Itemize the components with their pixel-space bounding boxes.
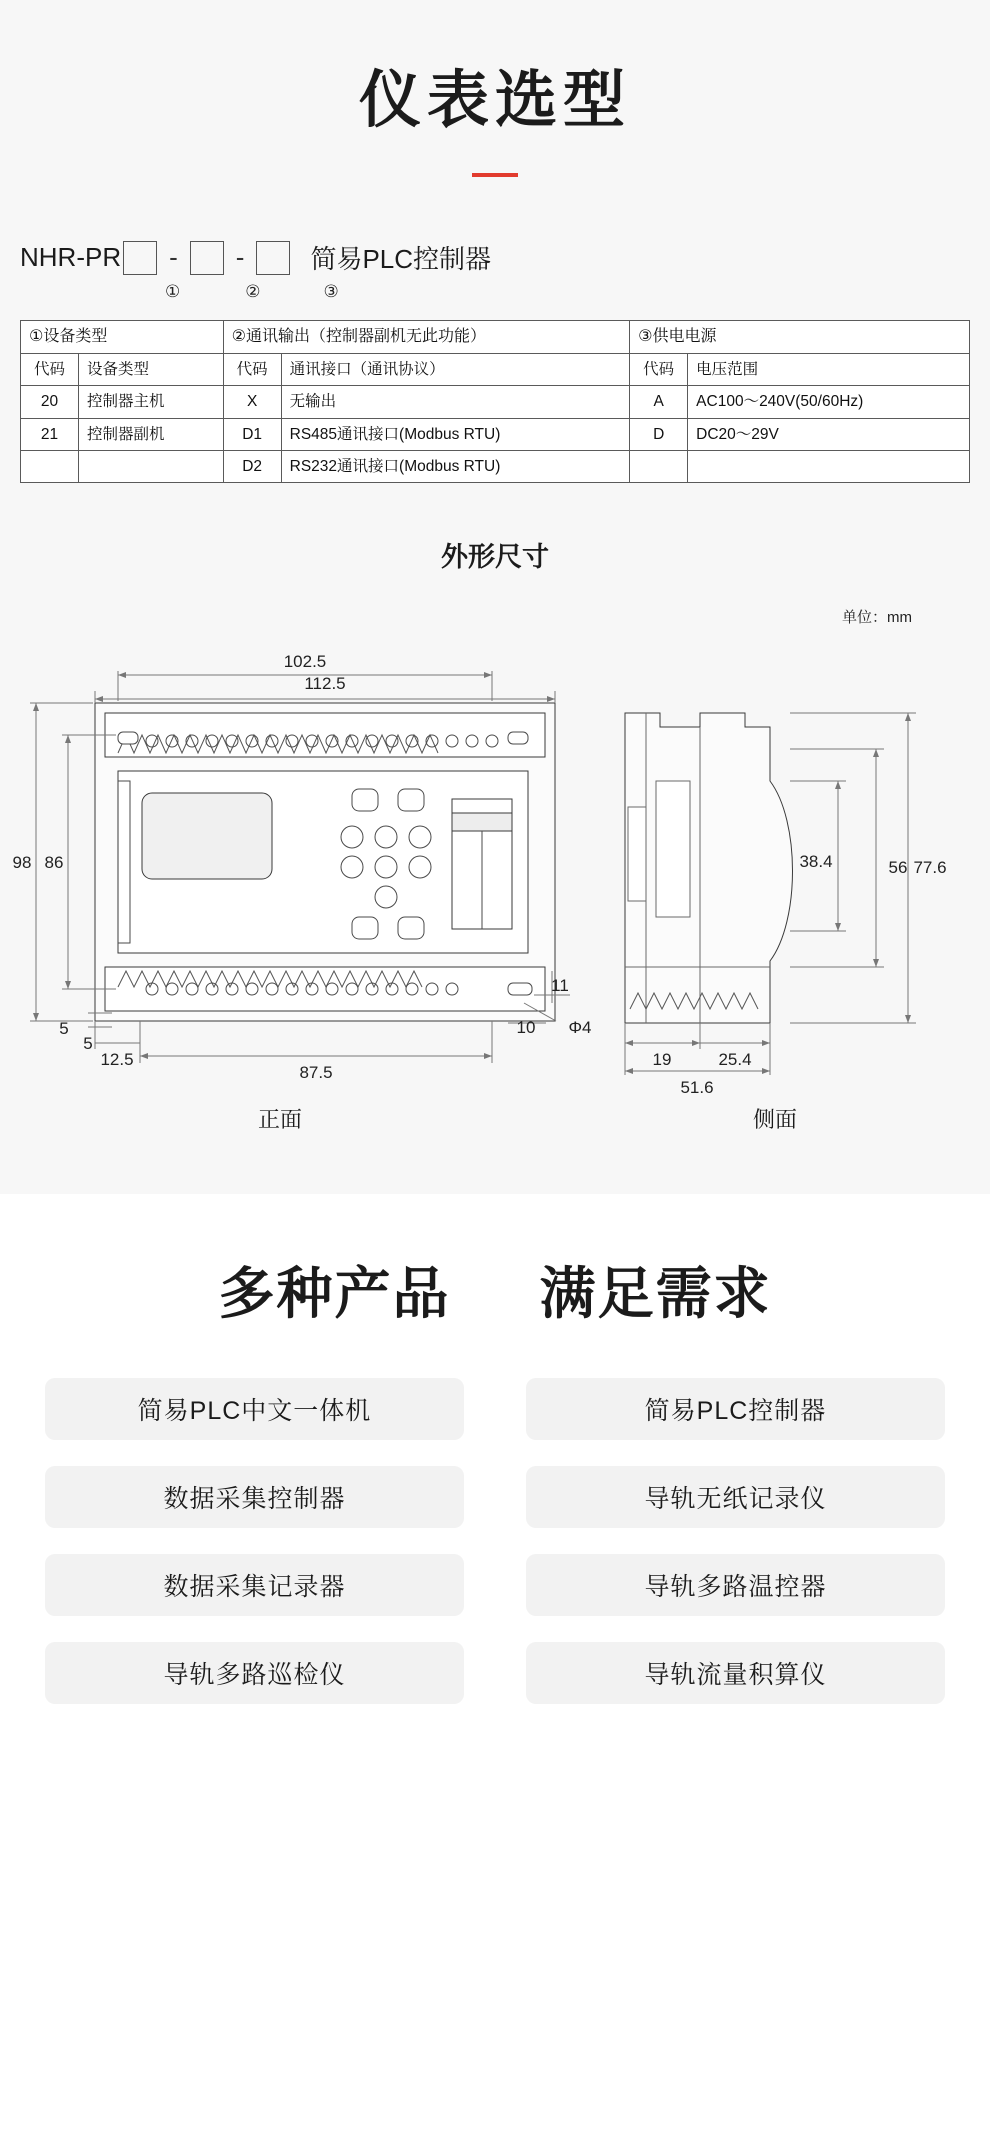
- product-item[interactable]: 数据采集控制器: [45, 1466, 464, 1528]
- group-header-2: ②通讯输出（控制器副机无此功能）: [223, 321, 630, 354]
- sub-header-code-1: 代码: [21, 354, 79, 386]
- dimension-drawings: [0, 631, 990, 1101]
- cell-code: D1: [223, 418, 281, 450]
- group-header-3: ③供电电源: [630, 321, 970, 354]
- caption-side: 侧面: [752, 1107, 797, 1132]
- sub-header-code-3: 代码: [630, 354, 688, 386]
- dim-label-51-6: 51.6: [680, 1078, 714, 1097]
- dim-label-5-a: 5: [83, 1034, 93, 1053]
- products-title: [0, 1250, 990, 1330]
- dim-label-phi4: Φ4: [568, 1018, 592, 1037]
- table-sub-header-row: [21, 354, 970, 386]
- product-item[interactable]: 导轨多路巡检仪: [45, 1642, 464, 1704]
- table-row: [21, 418, 970, 450]
- products-title-left: 多种产品: [218, 1262, 451, 1327]
- sub-header-value-2: 通讯接口（通讯协议）: [281, 354, 630, 386]
- caption-front: 正面: [257, 1107, 302, 1132]
- product-item[interactable]: 导轨流量积算仪: [526, 1642, 945, 1704]
- products-title-right: 满足需求: [539, 1262, 772, 1327]
- table-row: [21, 386, 970, 418]
- sub-header-value-3: 电压范围: [688, 354, 970, 386]
- dim-label-56: 56: [888, 858, 908, 877]
- cell-code: D: [630, 418, 688, 450]
- cell-value: [688, 450, 970, 482]
- dim-label-86: 86: [44, 853, 64, 872]
- model-dash-1: -: [169, 242, 178, 272]
- cell-value: [79, 450, 224, 482]
- cell-code: X: [223, 386, 281, 418]
- dim-label-98: 98: [12, 853, 32, 872]
- cell-value: RS232通讯接口(Modbus RTU): [281, 450, 630, 482]
- product-item[interactable]: 简易PLC控制器: [526, 1378, 945, 1440]
- dim-label-11: 11: [551, 976, 569, 995]
- cell-code: 21: [21, 418, 79, 450]
- table-row: [21, 450, 970, 482]
- drawing-captions: [0, 1103, 990, 1134]
- group-header-1: ①设备类型: [21, 321, 224, 354]
- table-group-header-row: [21, 321, 970, 354]
- cell-value: AC100～240V(50/60Hz): [688, 386, 970, 418]
- model-code-row: [0, 239, 990, 276]
- model-marker-1: ①: [165, 282, 181, 301]
- product-item[interactable]: 导轨无纸记录仪: [526, 1466, 945, 1528]
- product-item[interactable]: 数据采集记录器: [45, 1554, 464, 1616]
- dim-label-112-5: 112.5: [304, 674, 346, 693]
- dim-label-12-5: 12.5: [100, 1050, 134, 1069]
- dim-label-87-5: 87.5: [299, 1063, 333, 1082]
- cell-code: A: [630, 386, 688, 418]
- cell-value: 控制器副机: [79, 418, 224, 450]
- model-box-3: [256, 241, 290, 275]
- unit-note: 单位：mm: [842, 609, 912, 626]
- products-section: [0, 1194, 990, 1754]
- dim-label-25-4: 25.4: [718, 1050, 752, 1069]
- cell-code: 20: [21, 386, 79, 418]
- product-item[interactable]: 简易PLC中文一体机: [45, 1378, 464, 1440]
- model-dash-2: -: [235, 242, 245, 272]
- model-prefix: NHR-PR: [20, 242, 122, 272]
- sub-header-code-2: 代码: [223, 354, 281, 386]
- model-marker-3: ③: [323, 282, 339, 301]
- cell-code: [21, 450, 79, 482]
- sub-header-value-1: 设备类型: [79, 354, 224, 386]
- cell-value: 控制器主机: [79, 386, 224, 418]
- dimensions-heading: 外形尺寸: [441, 542, 549, 572]
- products-grid: [45, 1378, 945, 1704]
- cell-code: [630, 450, 688, 482]
- dim-label-102-5: 102.5: [283, 652, 327, 671]
- cell-value: RS485通讯接口(Modbus RTU): [281, 418, 630, 450]
- dim-label-19: 19: [652, 1050, 672, 1069]
- model-marker-row: [0, 282, 990, 302]
- dim-label-77-6: 77.6: [913, 858, 947, 877]
- model-description: 简易PLC控制器: [310, 244, 492, 274]
- cell-value: DC20～29V: [688, 418, 970, 450]
- title-underline: [472, 173, 518, 177]
- cell-value: 无输出: [281, 386, 630, 418]
- dim-label-38-4: 38.4: [799, 852, 833, 871]
- cell-code: D2: [223, 450, 281, 482]
- page-title: 仪表选型: [358, 63, 631, 136]
- selection-table: [20, 320, 970, 483]
- model-box-2: [190, 241, 224, 275]
- product-item[interactable]: 导轨多路温控器: [526, 1554, 945, 1616]
- drawing-svg: [0, 631, 990, 1101]
- model-marker-2: ②: [245, 282, 261, 301]
- model-box-1: [123, 241, 157, 275]
- dim-label-10: 10: [516, 1018, 536, 1037]
- dim-label-5-b: 5: [59, 1019, 69, 1038]
